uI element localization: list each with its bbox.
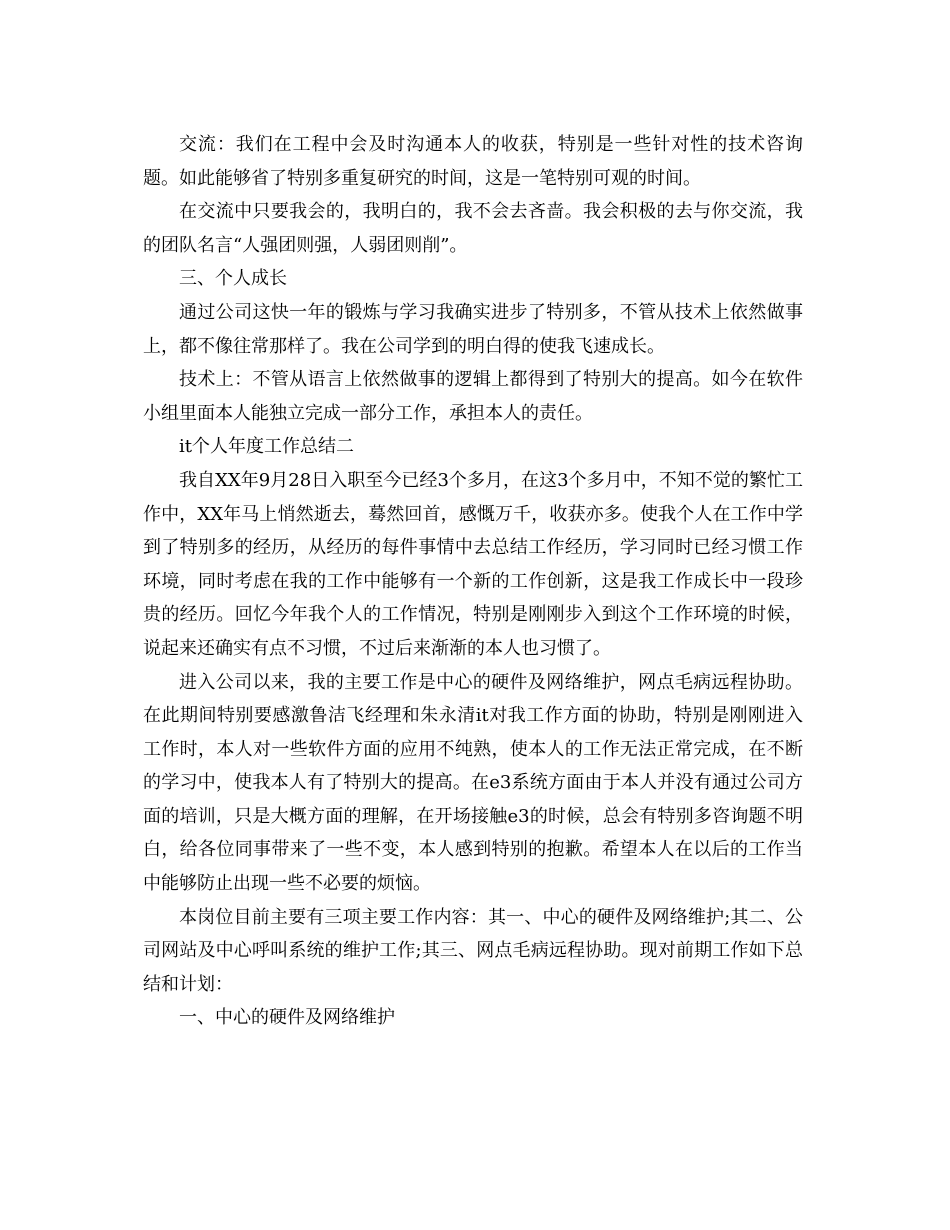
paragraph-job-duties: 本岗位目前主要有三项主要工作内容：其一、中心的硬件及网络维护;其二、公司网站及中心呼叫系统的维护工作;其三、网点毛病远程协助。现对前期工作如下总结和计划： xyxy=(143,906,803,995)
paragraph-growth-summary: 通过公司这快一年的锻炼与学习我确实进步了特别多，不管从技术上依然做事上，都不像往常那样了。我在公司学到的明白得的使我飞速成长。 xyxy=(143,301,803,357)
paragraph-communication: 交流：我们在工程中会及时沟通本人的收获，特别是一些针对性的技术咨询题。如此能够省了特别多重复研究的时间，这是一笔特别可观的时间。 xyxy=(143,134,803,189)
heading-annual-summary-two: it个人年度工作总结二 xyxy=(179,436,354,458)
paragraph-technical-growth: 技术上：不管从语言上依然做事的逻辑上都得到了特别大的提高。如今在软件小组里面本人能独立完成一部分工作，承担本人的责任。 xyxy=(143,369,803,424)
heading-hardware-network: 一、中心的硬件及网络维护 xyxy=(179,1007,395,1029)
document-body xyxy=(143,128,803,1035)
heading-personal-growth: 三、个人成长 xyxy=(179,268,287,290)
paragraph-team-motto: 在交流中只要我会的，我明白的，我不会去吝啬。我会积极的去与你交流，我的团队名言“人强团则强，人弱团则削”。 xyxy=(143,201,803,256)
paragraph-onboarding: 我自XX年9月28日入职至今已经3个多月，在这3个多月中，不知不觉的繁忙工作中，XX年马上悄然逝去，蓦然回首，感慨万千，收获亦多。使我个人在工作中学到了特别多的经历，从经历的每件事情中去总结工作经历，学习同时已经习惯工作环境，同时考虑在我的工作中能够有一个新的工作创新，这是我工作成长中一段珍贵的经历。回忆今年我个人的工作情况，特别是刚刚步入到这个工作环境的时候，说起来还确实有点不习惯，不过后来渐渐的本人也习惯了。 xyxy=(143,469,803,659)
paragraph-main-work: 进入公司以来，我的主要工作是中心的硬件及网络维护，网点毛病远程协助。在此期间特别要感激鲁洁飞经理和朱永清it对我工作方面的协助，特别是刚刚进入工作时，本人对一些软件方面的应用不纯熟，使本人的工作无法正常完成，在不断的学习中，使我本人有了特别大的提高。在e3系统方面由于本人并没有通过公司方面的培训，只是大概方面的理解，在开场接触e3的时候，总会有特别多咨询题不明白，给各位同事带来了一些不变，本人感到特别的抱歉。希望本人在以后的工作当中能够防止出现一些不必要的烦恼。 xyxy=(143,671,803,895)
